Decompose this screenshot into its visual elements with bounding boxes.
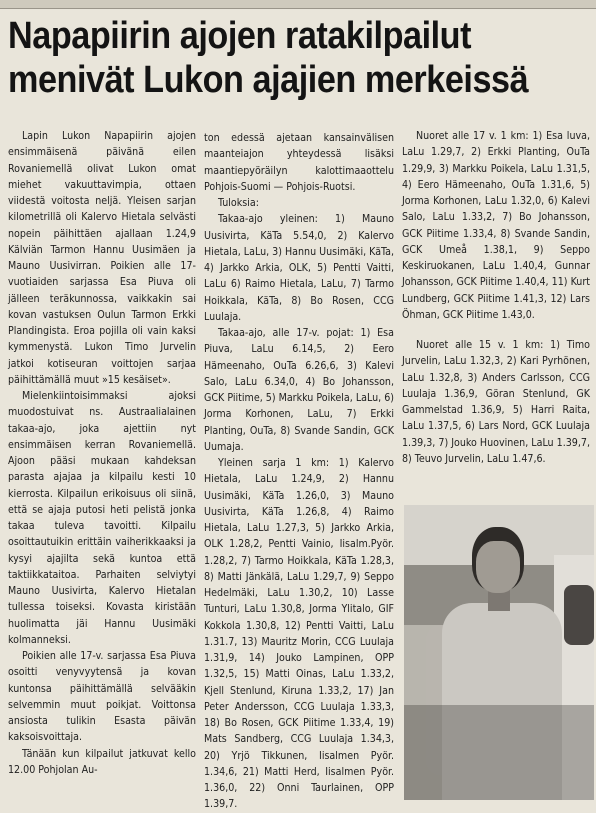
results-youth-under17: Nuoret alle 17 v. 1 km: 1) Esa luva, LaLu 1.29,7, 2) Erkki Planting, OuTa 1.29,9, 3) Markku Poikela, LaLu 1.31,5, 4) Eero Hämeenaho, OuTa 1.31,6, 5) Jorma Korhonen, LaLu 1.32,0, 6) Kalevi Salo, LaLu 1.33,2, 7) Bo Johansson, GCK Piitime 1.33,4, 8) Svande Sandin, GCK Umeå 1.38,1, 9) Seppo Keskiruokanen, LaLu 1.40,4, Gunnar Johansson, GCK Piitime 1.40,4, 11) Kurt Lundberg, GCK Piitime 1.41,3, 12) Lars Öhman, GCK Piitime 1.43,0. bbox=[402, 130, 590, 321]
results-pursuit-under17: Takaa-ajo, alle 17-v. pojat: 1) Esa Piuva, LaLu 6.14,5, 2) Eero Hämeenaho, OuTa 6.26,6, 3) Kalevi Salo, LaLu 6.34,0, 4) Bo Johansson, GCK Piitime, 5) Markku Poikela, LaLu, 6) Jorma Korhonen, LaLu, 7) Erkki Planting, OuTa, 8) Svande Sandin, GCK Uumaja. bbox=[204, 327, 394, 453]
results-pursuit-general: Takaa-ajo yleinen: 1) Mauno Uusivirta, KäTa 5.54,0, 2) Kalervo Hietala, LaLu, 3) Hannu Uusimäki, KäTa, 4) Jarkko Arkia, OLK, 5) Pentti Vaitti, LaLu 6) Raimo Hietala, LaLu, 7) Tarmo Hoikkala, KäTa, 8) Bo Rosen, CCG Luulaja. bbox=[204, 213, 394, 323]
column2-paragraph-1: ton edessä ajetaan kansainvälisen maanteiajon yhteydessä lisäksi maantiepyöräilyn kalottimaaottelu Pohjois-Suomi — Pohjois-Ruotsi. bbox=[204, 132, 394, 193]
headline-line-1: Napapiirin ajojen ratakilpailut bbox=[8, 15, 472, 57]
article-column-2 bbox=[204, 130, 394, 813]
column1-paragraph-4: Tänään kun kilpailut jatkuvat kello 12.00 Pohjolan Au- bbox=[8, 747, 196, 776]
article-column-1 bbox=[8, 128, 196, 778]
results-general-1km: Yleinen sarja 1 km: 1) Kalervo Hietala, LaLu 1.24,9, 2) Hannu Uusimäki, KäTa 1.26,0, 3) Mauno Uusivirta, KäTa 1.26,8, 4) Raimo Hietala, LaLu 1.27,3, 5) Jarkko Arkia, OLK 1.28,2, Pentti Vainio, Iisalm.Pyör. 1.28,2, 7) Tarmo Hoikkala, KäTa 1.28,3, 8) Matti Jänkälä, LaLu 1.29,7, 9) Seppo Hedelmäki, LaLu 1.30,2, 10) Lasse Tunturi, LaLu 1.30,8, Jorma Ylitalo, GIF Kokkola 1.30,8, 12) Pentti Vaitti, LaLu 1.31.7, 13) Mauritz Morin, CCG Luulaja 1.31,9, 14) Jouko Lampinen, OPP 1.32,5, 15) Matti Oinas, LaLu 1.33,2, Kjell Stenlund, Kiruna 1.33,2, 17) Jan Peter Andersson, CCG Luulaja 1.33,3, 18) Bo Rosen, GCK Piitime 1.33,4, 19) Mats Sandberg, CCG Luulaja 1.34,3, 20) Yrjö Tikkunen, Iisalmen Pyör. 1.34,6, 21) Matti Herd, Iisalmen Pyör. 1.36,0, 22) Onni Taurlainen, OPP 1.39,7. bbox=[204, 457, 394, 811]
cyclist-photo bbox=[404, 505, 594, 800]
results-youth-under15: Nuoret alle 15 v. 1 km: 1) Timo Jurvelin, LaLu 1.32,3, 2) Kari Pyrhönen, LaLu 1.32,8, 3) Anders Carlsson, CCG Luulaja 1.36,9, Göran Stenlund, GK Gammelstad 1.36,9, 5) Harri Raita, LaLu 1.37,5, 6) Lars Nord, GCK Luulaja 1.39,3, 7) Jouko Huovinen, LaLu 1.39,7, 8) Teuvo Jurvelin, LaLu 1.47,6. bbox=[402, 339, 590, 465]
column1-paragraph-3: Poikien alle 17-v. sarjassa Esa Piuva osoitti venyvyytensä ja kovan kuntonsa päihittämällä selvääkin selvemmin muut poikjat. Voittonsa ansiosta tulikin Esasta päivän kaksoisvoittaja. bbox=[8, 650, 196, 744]
previous-article-edge bbox=[0, 0, 596, 9]
article-headline bbox=[8, 14, 530, 102]
results-heading: Tuloksia: bbox=[218, 197, 259, 209]
column1-paragraph-2: Mielenkiintoisimmaksi ajoksi muodostuivat ns. Austraalialainen takaa-ajo, joka ajettiin nyt ensimmäisen kerran Rovaniemellä. Ajoon pääsi mukaan kahdeksan parasta ajajaa ja kilpailu kesti 10 kierrosta. Kilpailun erikoisuus oli siinä, että se ajaja putosi heti pelistä jonka takaa tuleva tavoitti. Kilpailu osoittautuikin erittäin vaiherikkaaksi ja kysyi ajajilta sekä kuntoa että taktiikkataitoa. Parhaiten selviytyi Mauno Uusivirta, Kalervo Hietalan tullessa toiseksi. Kovasta kiristään huolimatta jäi Hannu Uusimäki kolmanneksi. bbox=[8, 390, 196, 646]
article-column-3 bbox=[402, 128, 590, 467]
headline-line-2: menivät Lukon ajajien merkeissä bbox=[8, 59, 529, 101]
column1-paragraph-1: Lapin Lukon Napapiirin ajojen ensimmäisenä päivänä eilen Rovaniemellä olivat Lukon omat miehet vakuuttavimpia, ottaen viidestä voitosta neljä. Yleisen sarjan kilometrillä oli Kalervo Hietala selvästi nopein päihittäen ajallaan 1.24,9 Kälviän Tarmon Hannu Uusimäen ja Mauno Uusivirran. Poikien alle 17-vuotiaiden sarjassa Esa Piuva oli jälleen teräkunnossa, vaikkakin sai kovan vastuksen Oulun Tarmon Erkki Plandingista. Eroa pojilla oli vain kaksi kymmenystä. Lukon Timo Jurvelin jatkoi kotiseuran voittojen sarjaa päihittämällä muut »15 kesäiset». bbox=[8, 130, 196, 386]
